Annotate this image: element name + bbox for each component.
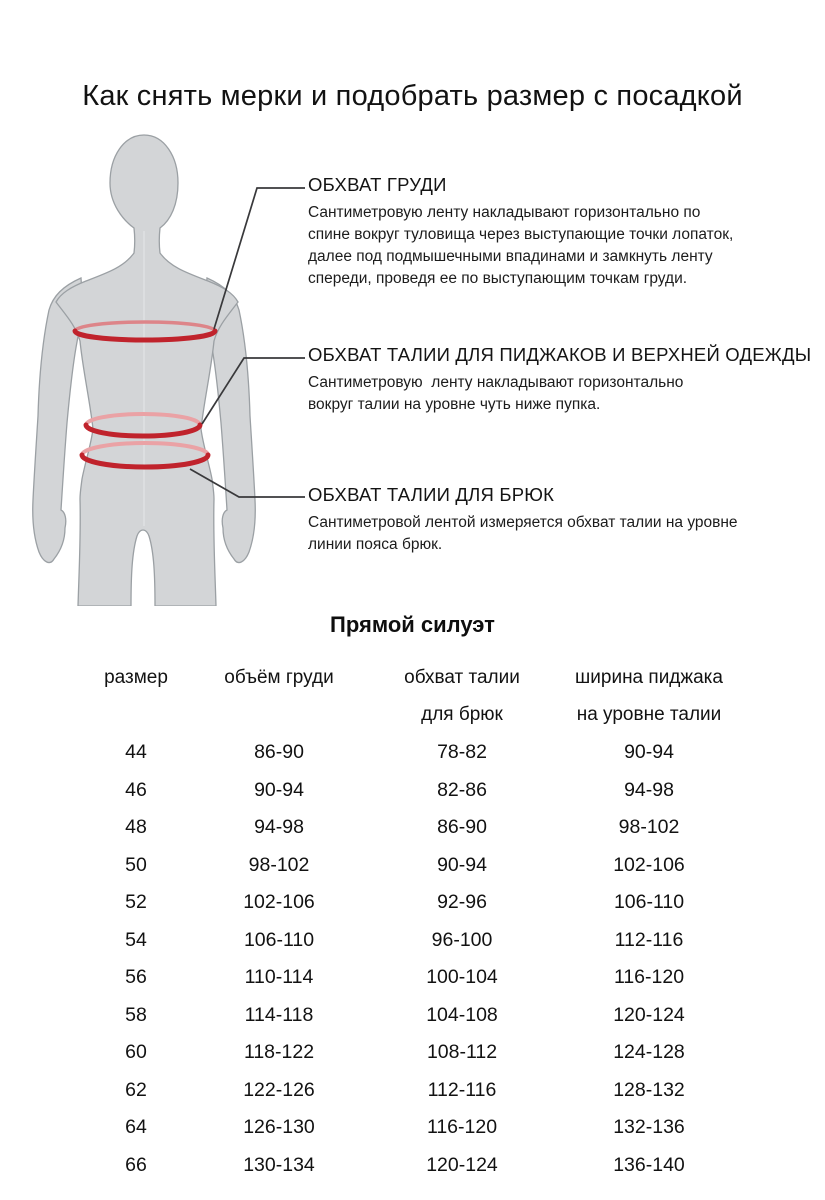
cell-chest: 110-114 (244, 966, 314, 989)
cell-chest: 114-118 (244, 1003, 314, 1026)
measurement-text-line: Сантиметровую ленту накладывают горизонтально по (308, 204, 701, 221)
column-header-line2 (80, 697, 192, 735)
cell-size: 52 (125, 891, 147, 914)
cell-jacket: 124-128 (613, 1041, 685, 1064)
cell-size: 44 (125, 741, 147, 764)
cell-waist: 104-108 (426, 1003, 498, 1026)
cell-waist: 112-116 (427, 1078, 497, 1101)
measurement-heading: ОБХВАТ ТАЛИИ ДЛЯ ПИДЖАКОВ И ВЕРХНЕЙ ОДЕЖДЫ (308, 344, 812, 365)
measurement-text-line: Сантиметровой лентой измеряется обхват талии на уровне (308, 514, 738, 531)
cell-size: 64 (125, 1116, 147, 1139)
cell-waist: 86-90 (437, 816, 487, 839)
cell-jacket: 128-132 (613, 1078, 685, 1101)
cell-waist: 90-94 (437, 853, 487, 876)
measurement-text-line: далее под подмышечными впадинами и замкнуть ленту (308, 248, 713, 265)
measurement-text-line: спине вокруг туловища через выступающие точки лопаток, (308, 226, 734, 243)
cell-waist: 92-96 (437, 891, 487, 914)
cell-size: 54 (125, 928, 147, 951)
column-header-line2: для брюк (421, 704, 503, 726)
measurement-heading: ОБХВАТ ГРУДИ (308, 174, 447, 195)
measurement-section-jacket-waist (308, 344, 823, 416)
size-table (80, 659, 740, 1184)
cell-jacket: 136-140 (613, 1153, 685, 1176)
cell-chest: 94-98 (254, 816, 304, 839)
cell-size: 58 (125, 1003, 147, 1026)
measurement-section-chest (308, 174, 823, 290)
measurement-text-line: Сантиметровую ленту накладывают горизонтально (308, 374, 684, 391)
cell-jacket: 102-106 (613, 853, 685, 876)
cell-chest: 130-134 (243, 1153, 315, 1176)
cell-chest: 90-94 (254, 778, 304, 801)
column-header-line2 (192, 697, 366, 735)
column-header-size: размер (104, 666, 168, 688)
column-header-jacket-width: ширина пиджака (575, 666, 723, 688)
cell-chest: 102-106 (243, 891, 315, 914)
cell-chest: 98-102 (248, 853, 310, 876)
cell-jacket: 132-136 (613, 1116, 685, 1139)
body-silhouette (56, 135, 238, 606)
cell-chest: 122-126 (243, 1078, 315, 1101)
column-header-line2: на уровне талии (576, 704, 722, 726)
cell-waist: 108-112 (426, 1041, 498, 1064)
cell-chest: 126-130 (243, 1116, 315, 1139)
table-title: Прямой силуэт (330, 612, 495, 637)
male-silhouette-figure (18, 128, 318, 606)
cell-jacket: 94-98 (624, 778, 674, 801)
cell-waist: 82-86 (437, 778, 487, 801)
cell-chest: 106-110 (243, 928, 315, 951)
column-header-chest: объём груди (224, 666, 334, 688)
cell-jacket: 98-102 (618, 816, 680, 839)
measurement-heading: ОБХВАТ ТАЛИИ ДЛЯ БРЮК (308, 484, 555, 505)
cell-waist: 116-120 (426, 1116, 498, 1139)
cell-jacket: 106-110 (613, 891, 685, 914)
measurement-text-line: спереди, проведя ее по выступающим точкам груди. (308, 270, 688, 287)
cell-size: 48 (125, 816, 147, 839)
cell-jacket: 120-124 (613, 1003, 685, 1026)
cell-chest: 86-90 (254, 741, 304, 764)
cell-jacket: 116-120 (613, 966, 685, 989)
cell-waist: 120-124 (426, 1153, 498, 1176)
measurement-text-line: линии пояса брюк. (308, 536, 443, 553)
cell-size: 56 (125, 966, 147, 989)
cell-size: 62 (125, 1078, 147, 1101)
cell-size: 66 (125, 1153, 147, 1176)
cell-chest: 118-122 (243, 1041, 315, 1064)
cell-waist: 78-82 (437, 741, 487, 764)
cell-size: 60 (125, 1041, 147, 1064)
cell-waist: 100-104 (426, 966, 498, 989)
measurement-section-trouser-waist (308, 484, 823, 556)
cell-jacket: 90-94 (624, 741, 674, 764)
page-title: Как снять мерки и подобрать размер с посадкой (82, 80, 743, 112)
measurement-text-line: вокруг талии на уровне чуть ниже пупка. (308, 396, 601, 413)
cell-waist: 96-100 (431, 928, 493, 951)
cell-jacket: 112-116 (614, 928, 684, 951)
cell-size: 46 (125, 778, 147, 801)
cell-size: 50 (125, 853, 147, 876)
column-header-waist-trousers: обхват талии (404, 666, 520, 688)
